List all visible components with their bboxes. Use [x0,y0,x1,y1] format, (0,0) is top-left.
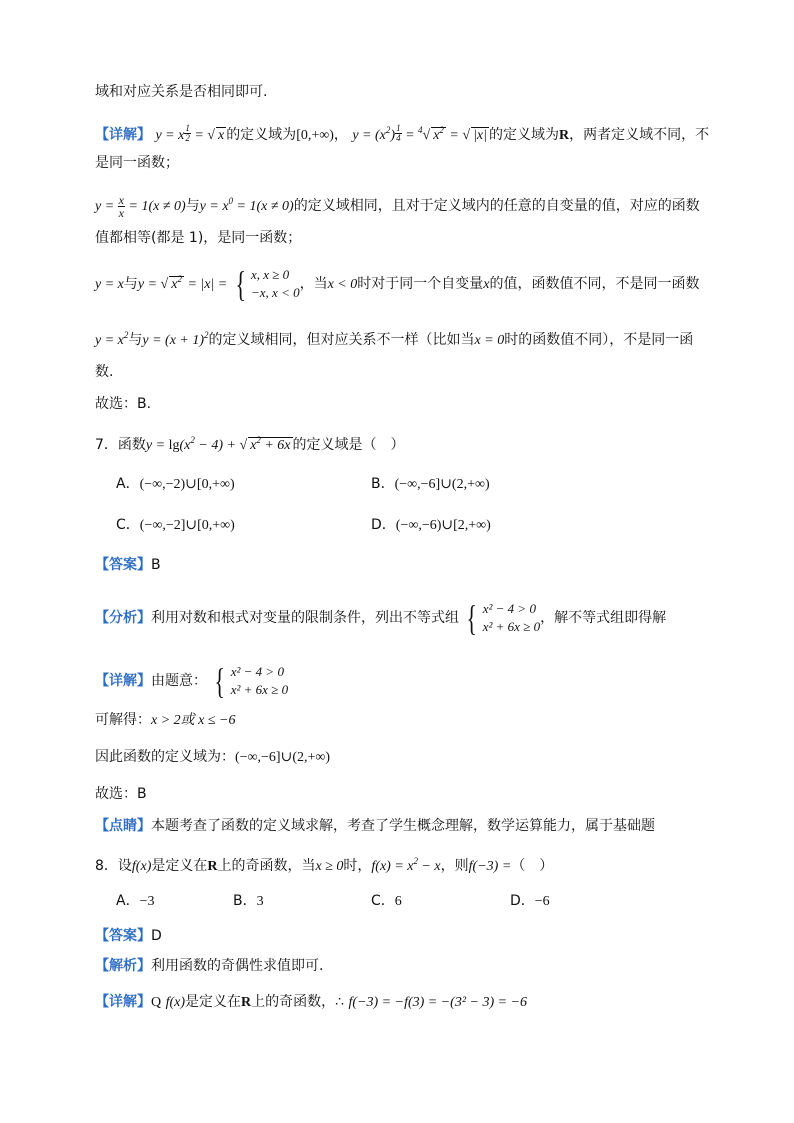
q8-option-b [233,891,264,912]
q7-option-a [116,474,235,495]
formula: x < 0 [327,277,358,292]
text-line [95,82,267,102]
formula: $y = x^0 = 1(x \ne 0)$ [199,196,294,214]
text: 的定义域是（ ） [292,437,405,453]
formula: y = x $\frac{1}{2}$ = √ x [155,123,225,143]
formula: y = √ $x^2 = |x|$ = [137,274,228,292]
formula: $y = (x + 1)^2$ [142,330,209,348]
analysis-tag: 【解析】 [95,958,151,974]
formula: $f(x) = x^2 - x$ [371,856,441,874]
ineq-1: x² − 4 > 0 [230,664,284,679]
analysis-tag: 【分析】 [95,610,151,626]
q7-answer [95,555,161,575]
option-value: 6 [394,894,402,909]
because-symbol: Q [151,995,162,1010]
formula: f(x) [165,995,186,1010]
option-label: B． [371,476,395,492]
text: ，两者定义域不同，不 [569,127,710,143]
option-label: A． [116,893,140,909]
text: 上的奇函数， [251,994,336,1010]
formula: f(−3) = −f(3) = −(3² − 3) = −6 [348,995,528,1010]
detail-line-4 [95,325,693,351]
inequality-brace: { x² − 4 > 0 x² + 6x ≥ 0 [466,598,541,638]
option-label: D． [510,893,535,909]
comment-tag: 【点睛】 [95,818,151,834]
text: 因此函数的定义域为： [95,749,235,765]
q8-answer [95,926,162,946]
detail-line-4b [95,362,113,382]
formula: x = 0 [474,333,505,348]
answer-tag: 【答案】 [95,557,151,573]
ineq-1: x² − 4 > 0 [482,601,536,616]
piecewise-brace: { x, x ≥ 0 −x, x < 0 [235,264,300,304]
q8-stem [95,851,553,877]
q7-comment [95,816,655,836]
detail-line-1b [95,153,179,173]
text: 时的函数值不同），不是同一函 [504,332,694,348]
formula: $y = \lg(x^2 - 4)$ + √ $x^2 + 6x$ [145,435,291,453]
option-label: C． [371,893,395,909]
text: 7．函数 [95,437,146,453]
answer-line [95,394,151,414]
text: 时对于同一个自变量 [357,276,484,292]
math-interval: [0,+∞) [296,128,334,143]
q8-option-c [371,891,402,912]
option-label: D． [371,517,396,533]
option-value: (−∞,−2]∪[0,+∞) [139,518,235,533]
text: 本题考查了函数的定义域求解，考查了学生概念理解，数学运算能力，属于基础题 [151,818,655,834]
case-2: −x, x < 0 [251,285,300,300]
text: 的定义域相同，且对于定义域内的任意的自变量的值，对应的函数 [293,198,700,214]
text: 时， [343,858,372,874]
formula: $y = x^2$ [95,330,129,348]
text: 的值，函数值不同，不是同一函数 [489,276,700,292]
text: 是定义在 [151,858,208,874]
text: 可解得： [95,712,151,728]
answer-value: D [151,928,162,944]
text: 故选：B [95,786,147,802]
formula: f(x) [131,859,152,874]
q8-analysis [95,956,323,976]
q7-option-d [371,515,491,536]
continuation-text: 域和对应关系是否相同即可. [95,84,268,100]
ineq-2: x² + 6x ≥ 0 [482,619,541,634]
formula: y = x [95,277,124,292]
text: 与 [128,332,143,348]
inequality-brace: { x² − 4 > 0 x² + 6x ≥ 0 [214,661,289,701]
text: 数. [95,364,114,380]
option-value: (−∞,−6)∪[2,+∞) [395,518,491,533]
option-label: B． [233,893,257,909]
text: 8．设 [95,858,132,874]
text: 的定义域为 [226,127,297,143]
set-R: R [207,859,218,874]
set-R: R [558,128,570,143]
text: 的定义域为 [488,127,559,143]
formula: x > 2或 x ≤ −6 [151,713,236,728]
detail-tag: 【详解】 [95,994,151,1010]
q7-stem [95,430,405,456]
formula: f(−3) = [468,859,512,874]
option-value: (−∞,−6]∪(2,+∞) [394,477,490,492]
text: （ ） [511,858,554,874]
q7-solve [95,710,236,731]
text: ，则 [440,858,469,874]
text: 值都相等(都是 1)，是同一函数； [95,230,302,246]
detail-line-2 [95,191,700,219]
q7-domain [95,747,330,768]
detail-line-3 [95,266,699,302]
text: 由题意： [151,673,207,689]
option-value: (−∞,−2)∪[0,+∞) [139,477,235,492]
text: 的定义域相同，但对应关系不一样（比如当 [208,332,475,348]
text: 与 [123,276,138,292]
option-value: −3 [139,894,155,909]
q7-analysis [95,600,666,636]
ineq-2: x² + 6x ≥ 0 [230,682,289,697]
formula: x [483,277,490,292]
text: 故选：B. [95,396,152,412]
q8-option-a [116,891,154,912]
set-R: R [241,995,252,1010]
formula: y = $\frac{x}{x}$ = 1(x ≠ 0) [95,193,186,221]
q8-detail [95,992,527,1013]
answer-value: B [151,557,161,573]
formula: $y = (x^2)$ $\frac{1}{4}$ = $^4$√ $x^2$ = √ |x| [352,123,487,143]
option-value: −6 [534,894,550,909]
text: ，当 [299,276,328,292]
q7-option-b [371,474,490,495]
q8-option-d [510,891,550,912]
text: 是同一函数； [95,155,179,171]
detail-line-2b [95,228,301,248]
text: 利用对数和根式对变量的限制条件，列出不等式组 [151,610,459,626]
q7-option-c [116,515,235,536]
detail-tag: 【详解】 [95,673,151,689]
case-1: x, x ≥ 0 [251,267,290,282]
text: 是定义在 [185,994,242,1010]
detail-line-1: 【详解】 y = x $\frac{1}{2}$ = √ x 的定义域为[0,+∞)， $y = (x^2)$ $\frac{1}{4}$ = $^4$√ $x^2$ = √ |x| 的定义域为R，两者定义域不同，不 [95,123,710,143]
therefore-symbol: ∴ [335,995,345,1010]
formula: (−∞,−6]∪(2,+∞) [235,750,331,765]
text: 与 [185,198,200,214]
q7-detail [95,663,288,699]
text: 上的奇函数，当 [217,858,316,874]
formula: x ≥ 0 [315,859,344,874]
text: 利用函数的奇偶性求值即可. [151,958,324,974]
q7-choice [95,784,147,804]
option-value: 3 [256,894,264,909]
text: ，解不等式组即得解 [540,610,667,626]
detail-tag: 【详解】 [95,127,151,143]
answer-tag: 【答案】 [95,928,151,944]
option-label: C． [116,517,140,533]
option-label: A． [116,476,140,492]
